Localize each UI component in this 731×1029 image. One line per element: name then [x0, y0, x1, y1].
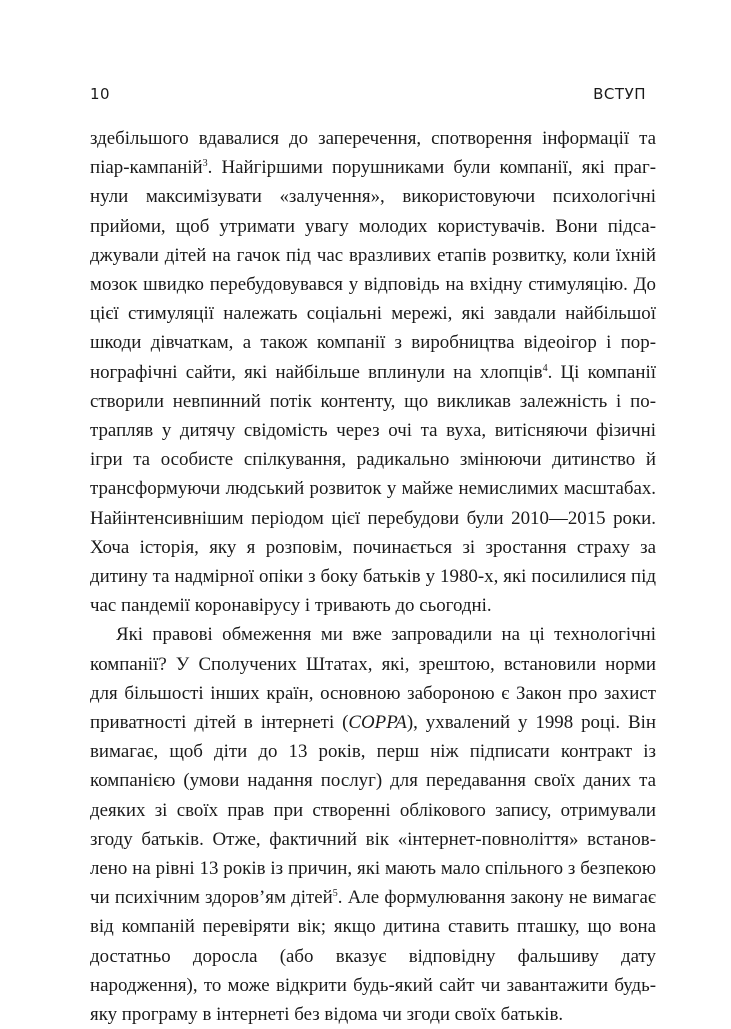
paragraph-1: [90, 124, 656, 620]
paragraph-2-text-a: Які правові обмеження ми вже запровадили на ці технологічні компанії? У Сполучених Штатах, які, зрештою, встановили норми для більшості інших країн, основною забороною є Закон про захист приватності дітей в інтернеті (: [90, 624, 656, 734]
footnote-ref-5[interactable]: 5: [332, 888, 338, 900]
running-header: ВСТУП: [593, 85, 646, 103]
page-number: 10: [90, 85, 111, 103]
paragraph-2-text-b: ), ухвалений у 1998 році. Він вимагає, щоб діти до 13 років, перш ніж підписати контракт із компанією (умови надання послуг) для передавання своїх даних та деяких зі своїх прав при створенні облікового запису, отримували згоду батьків. Отже, фактичний вік «інтернет-повноліття» встановлено на рівні 13 років із причин, які мають мало спільного з безпекою чи психічним здоров’ям дітей: [90, 712, 656, 909]
paragraph-1-text-c: . Ці компанії створили невпинний потік контенту, що викликав залежність і потрапляв у дитячу свідомість через очі та вуха, витісняючи фізичні ігри та особисте спілкування, радикально змінюючи дитинство й трансформуючи людський розвиток у майже немислимих масштабах. Найінтенсивнішим періодом цієї перебудови були 2010—2015 роки. Хоча історія, яку я розповім, починається зі зростання страху за дитину та надмірної опіки з боку батьків у 1980-х, які посилилися під час пандемії коронавірусу і тривають до сьогодні.: [90, 361, 656, 617]
coppa-acronym: COPPA: [348, 712, 407, 734]
paragraph-2: [90, 620, 656, 1029]
footnote-ref-3[interactable]: 3: [202, 158, 208, 170]
paragraph-1-text-b: . Найгіршими порушниками були компанії, які прагнули максимізувати «залучення», використовуючи психологічні прийоми, щоб утримати увагу молодих користувачів. Вони підсаджували дітей на гачок під час вразливих етапів розвитку, коли їхній мозок швидко перебудовувався у відповідь на вхідну стимуляцію. До цієї стимуляції належать соціальні мережі, які завдали найбільшої шкоди дівчаткам, а також компанії з виробництва відеоігор і порнографічні сайти, які найбільше вплинули на хлопців: [90, 157, 656, 383]
footnote-ref-4[interactable]: 4: [542, 362, 548, 374]
paragraph-2-text-c: . Але формулювання закону не вимагає від компаній перевіряти вік; якщо дитина ставить пташку, що вона достатньо доросла (або вказує відповідну фальшиву дату народження), то може відкрити будь-який сайт чи завантажити будь-яку програму в інтернеті без відома чи згоди своїх батьків.: [90, 887, 657, 1026]
paragraph-1-text-a: здебільшого вдавалися до заперечення, спотворення інформації та піар-кампаній: [90, 128, 656, 179]
body-text: [90, 124, 656, 1029]
